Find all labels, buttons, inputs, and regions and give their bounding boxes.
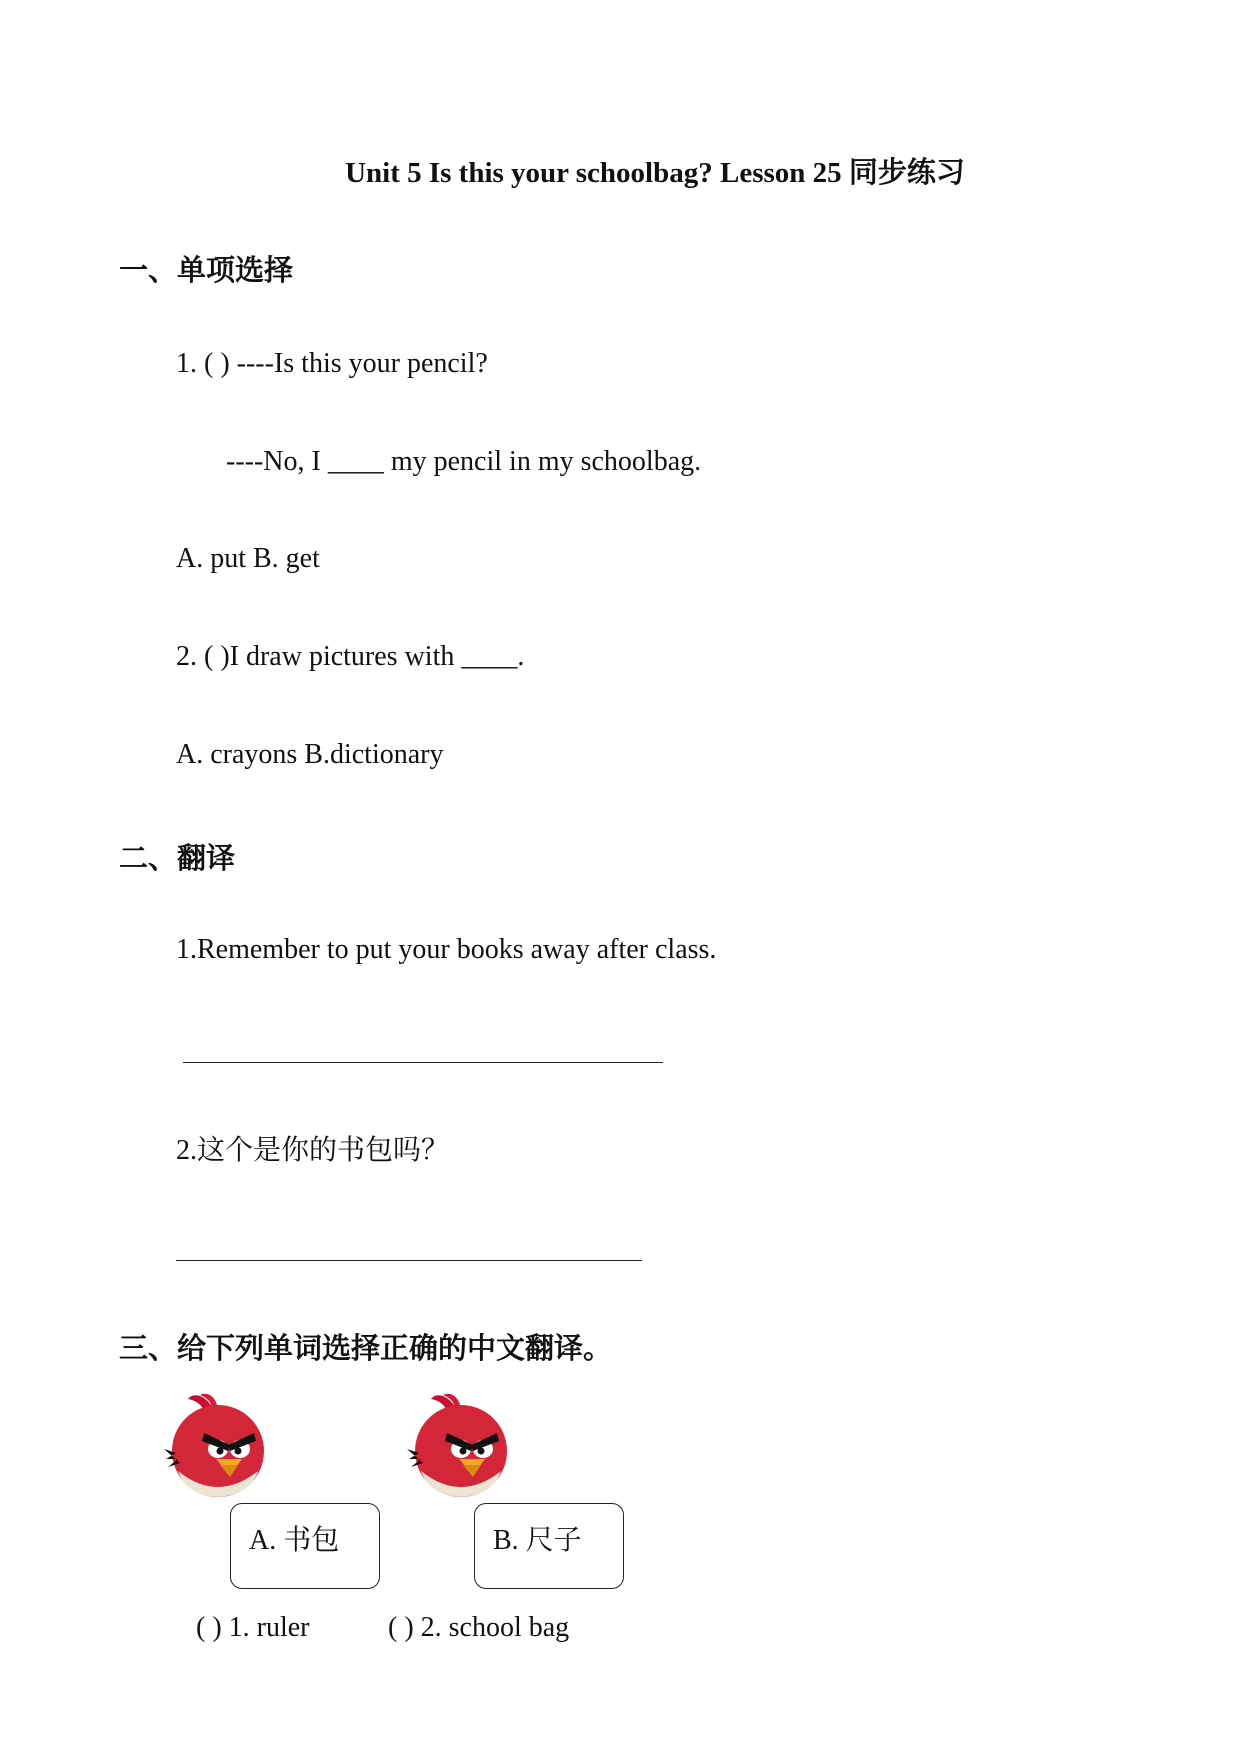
section-heading-match: 三、给下列单词选择正确的中文翻译。 [119,1331,613,1365]
question-2-options: A. crayons B.dictionary [176,739,444,770]
option-b-label: B. 尺子 [493,1525,582,1556]
angry-bird-icon [160,1393,270,1503]
section-heading-choice: 一、单项选择 [119,253,294,287]
section-heading-translate: 二、翻译 [119,841,236,875]
translate-question-2: 2.这个是你的书包吗？ [176,1135,450,1166]
match-item-1: ( ) 1. ruler [196,1612,310,1643]
page-title: Unit 5 Is this your schoolbag? Lesson 25 同步练习 [345,157,965,189]
option-a-label: A. 书包 [249,1525,340,1556]
question-1-line-2: ----No, I ____ my pencil in my schoolbag. [226,446,702,477]
translate-question-1: 1.Remember to put your books away after class. [176,934,717,965]
angry-bird-icon [403,1393,513,1503]
answer-line-2[interactable] [176,1260,642,1261]
question-1-options: A. put B. get [176,543,320,574]
question-1-line-1: 1. ( ) ----Is this your pencil? [176,348,488,379]
option-box-b [474,1503,624,1589]
option-box-a [230,1503,380,1589]
answer-line-1[interactable] [183,1062,663,1063]
question-2-line: 2. ( )I draw pictures with ____. [176,641,525,672]
match-item-2: ( ) 2. school bag [388,1612,570,1643]
